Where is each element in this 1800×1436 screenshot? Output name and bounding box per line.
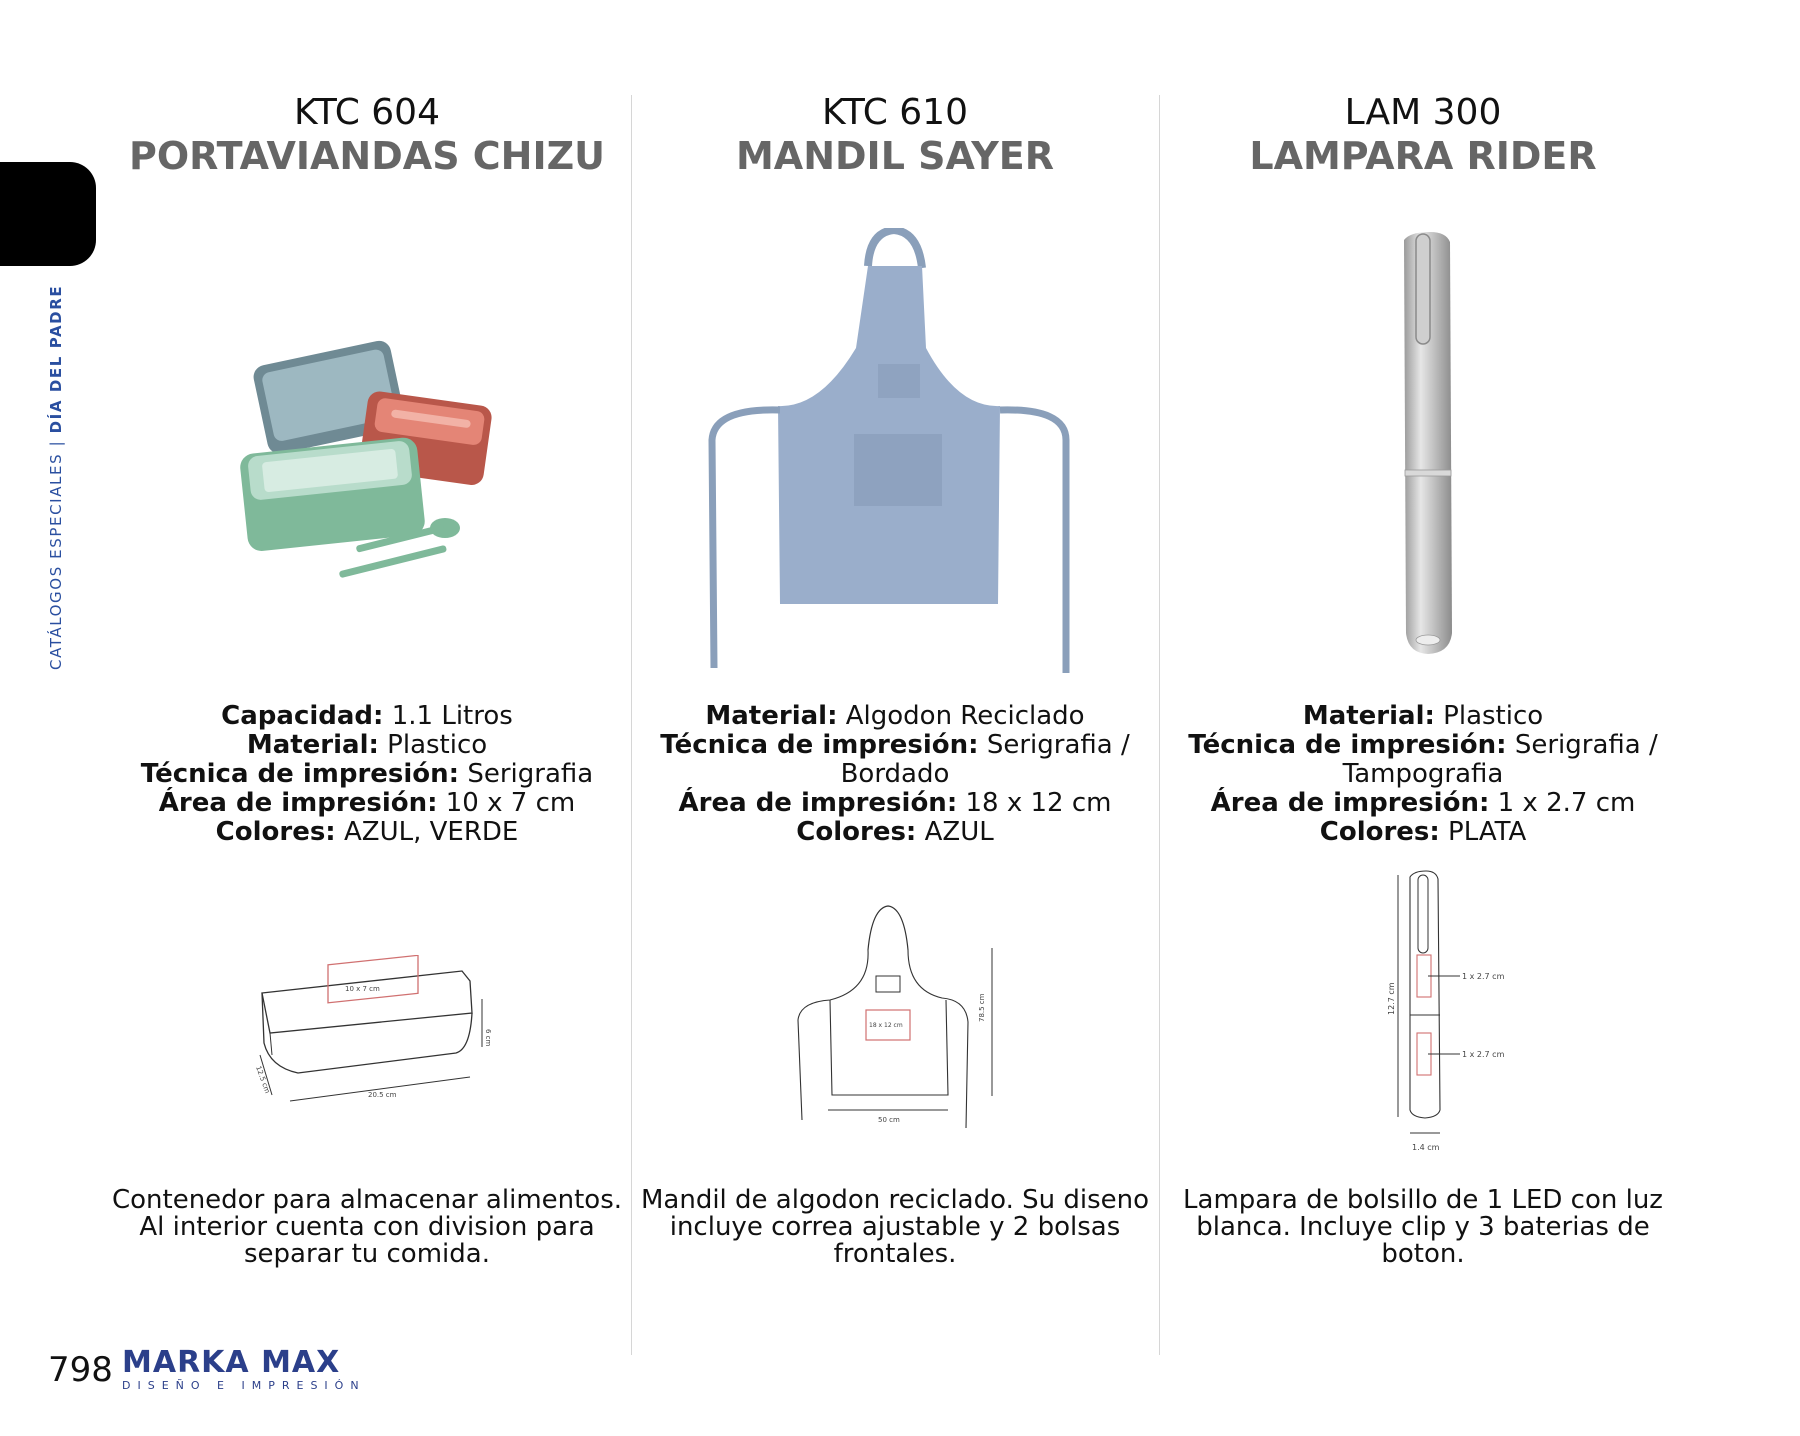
spec-line: Colores: AZUL xyxy=(796,817,994,847)
apron-photo xyxy=(700,228,1080,678)
spec-line: Material: Plastico xyxy=(246,730,488,760)
product-description: Mandil de algodon reciclado. Su diseno incluye correa ajustable y 2 bolsas frontales. xyxy=(640,1185,1149,1269)
section-name: DÍA DEL PADRE xyxy=(47,284,65,434)
spec-line: Material: Algodon Reciclado xyxy=(705,701,1085,731)
product-name: MANDIL SAYER xyxy=(735,134,1055,178)
product-header-ktc610 xyxy=(635,92,1155,178)
product-specs xyxy=(87,702,647,847)
apron-drawing xyxy=(790,900,1010,1130)
spec-line: Colores: PLATA xyxy=(1319,817,1527,847)
section-tab xyxy=(0,162,96,266)
drawing-label: 1 x 2.7 cm xyxy=(1462,1050,1505,1059)
drawing-label: 10 x 7 cm xyxy=(345,985,380,993)
page-number: 798 xyxy=(48,1350,113,1390)
lunchbox-drawing xyxy=(250,955,500,1125)
product-description: Contenedor para almacenar alimentos. Al interior cuenta con division para separar tu comida. xyxy=(111,1185,623,1269)
product-name: PORTAVIANDAS CHIZU xyxy=(128,134,606,178)
brand-logo xyxy=(122,1346,366,1392)
product-code: KTC 610 xyxy=(822,92,968,133)
section-label xyxy=(47,285,65,670)
drawing-label: 78.5 cm xyxy=(978,993,986,1022)
drawing-label: 1.4 cm xyxy=(1412,1143,1440,1152)
product-specs xyxy=(615,702,1175,847)
product-header-lam300 xyxy=(1163,92,1683,178)
brand-tagline: DISEÑO E IMPRESIÓN xyxy=(122,1379,366,1392)
drawing-label: 1 x 2.7 cm xyxy=(1462,972,1505,981)
product-header-ktc604 xyxy=(107,92,627,178)
drawing-label: 20.5 cm xyxy=(368,1091,397,1099)
spec-line: Técnica de impresión: Serigrafia / Tampografia xyxy=(1188,730,1658,789)
drawing-label: 50 cm xyxy=(878,1116,900,1124)
spec-line: Área de impresión: 10 x 7 cm xyxy=(158,788,576,818)
product-name: LAMPARA RIDER xyxy=(1249,134,1597,178)
drawing-label: 18 x 12 cm xyxy=(869,1022,903,1029)
product-code: LAM 300 xyxy=(1344,92,1502,133)
product-specs xyxy=(1143,702,1703,847)
brand-name: MARKA MAX xyxy=(122,1345,341,1380)
flashlight-photo xyxy=(1380,228,1480,668)
product-description: Lampara de bolsillo de 1 LED con luz blanca. Incluye clip y 3 baterias de boton. xyxy=(1183,1185,1663,1269)
spec-line: Material: Plastico xyxy=(1302,701,1544,731)
spec-line: Técnica de impresión: Serigrafia / Bordado xyxy=(660,730,1130,789)
spec-line: Capacidad: 1.1 Litros xyxy=(221,701,513,731)
product-code: KTC 604 xyxy=(294,92,440,133)
drawing-label: 12.7 cm xyxy=(1387,982,1396,1015)
lunchbox-photo xyxy=(230,330,510,590)
spec-line: Área de impresión: 1 x 2.7 cm xyxy=(1210,788,1636,818)
spec-line: Colores: AZUL, VERDE xyxy=(215,817,519,847)
drawing-label: 6 cm xyxy=(484,1029,492,1047)
drawing-label: 12.5 cm xyxy=(254,1064,272,1095)
spec-line: Área de impresión: 18 x 12 cm xyxy=(678,788,1112,818)
flashlight-drawing xyxy=(1370,865,1530,1165)
catalog-label: CATÁLOGOS ESPECIALES | xyxy=(47,433,65,670)
spec-line: Técnica de impresión: Serigrafia xyxy=(140,759,594,789)
